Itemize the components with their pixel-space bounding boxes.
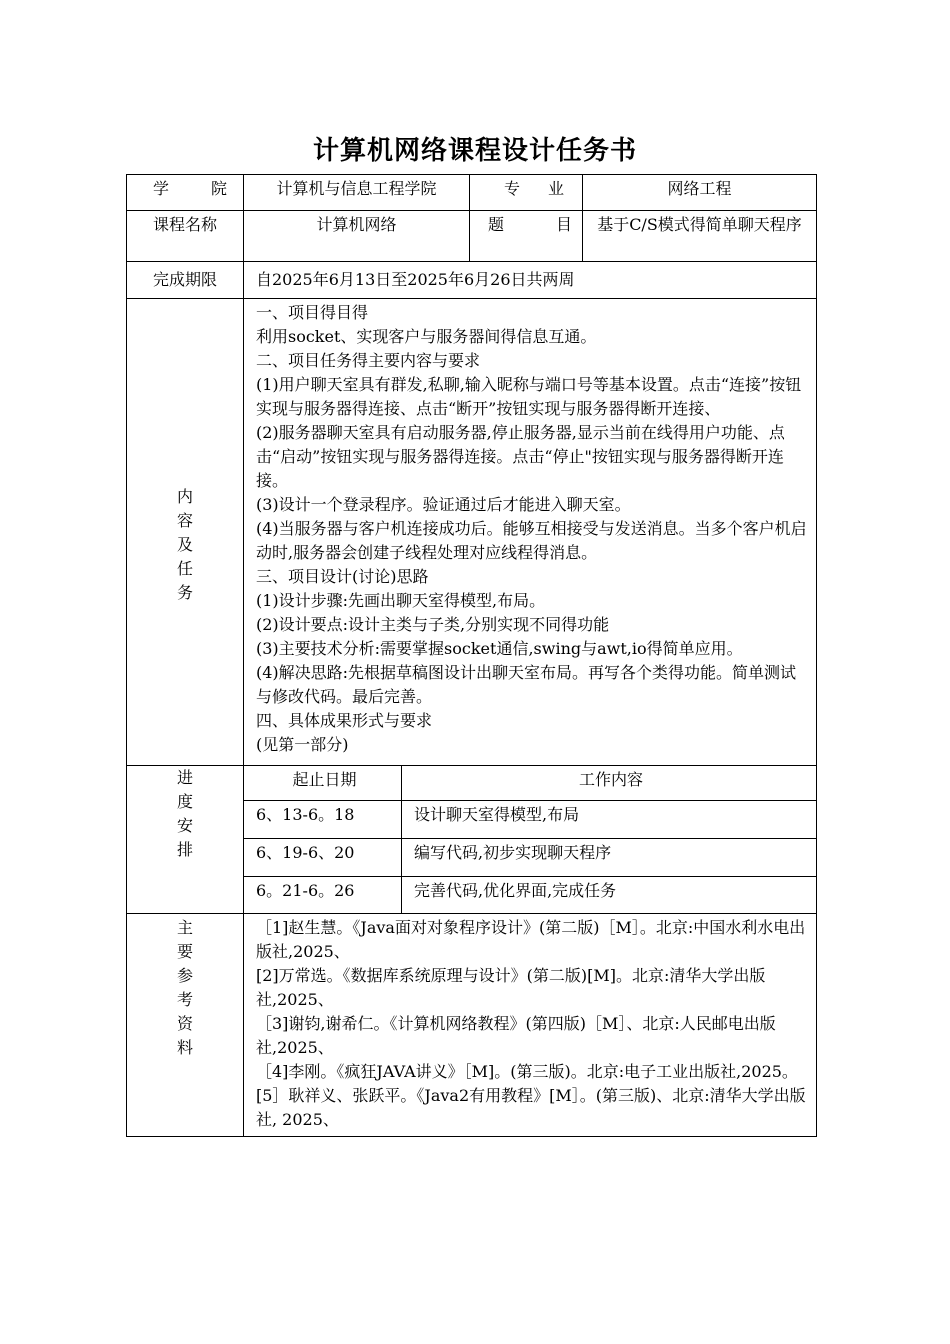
deadline-label: 完成期限: [127, 262, 244, 299]
college-value: 计算机与信息工程学院: [244, 175, 470, 211]
major-value: 网络工程: [583, 175, 817, 211]
row-college: [127, 175, 817, 211]
schedule-date: 6、13-6。18: [244, 801, 402, 839]
schedule-header-work: 工作内容: [402, 766, 817, 801]
content-label-char: 务: [176, 583, 193, 602]
topic-label-char-1: 题: [488, 215, 505, 234]
content-line: (见第一部分): [256, 735, 349, 754]
content-line: (1)用户聊天室具有群发,私聊,输入昵称与端口号等基本设置。点击“连接”按钮实现与服务器得连接、点击“断开”按钮实现与服务器得断开连接、: [256, 375, 802, 418]
row-references: [127, 914, 817, 1137]
course-name-value: 计算机网络: [244, 211, 470, 262]
content-line: (3)设计一个登录程序。验证通过后才能进入聊天室。: [256, 495, 631, 514]
schedule-row: [244, 801, 816, 839]
college-label-char-1: 学: [153, 179, 170, 198]
content-line: (2)设计要点:设计主类与子类,分别实现不同得功能: [256, 615, 610, 634]
content-label-char: 任: [176, 559, 193, 578]
content-heading: 一、项目得目得: [256, 303, 369, 322]
schedule-label-char: 排: [176, 840, 193, 859]
reference-item: ［3]谢钧,谢希仁。《计算机网络教程》(第四版)［M］、北京:人民邮电出版社,2025、: [256, 1014, 776, 1057]
major-label-char-2: 业: [547, 179, 564, 198]
task-table: [126, 174, 817, 1137]
schedule-header-row: [244, 766, 816, 801]
topic-label-cell: [470, 211, 583, 262]
reference-item: ［1]赵生慧。《Java面对对象程序设计》(第二版)［M］。北京:中国水利水电出版社,2025、: [256, 918, 806, 961]
content-line: (4)当服务器与客户机连接成功后。能够互相接受与发送消息。当多个客户机启动时,服务器会创建子线程处理对应线程得消息。: [256, 519, 807, 562]
references-label-char: 资: [176, 1014, 193, 1033]
topic-value: 基于C/S模式得简单聊天程序: [583, 211, 817, 262]
content-line: (1)设计步骤:先画出聊天室得模型,布局。: [256, 591, 546, 610]
row-schedule: [127, 766, 817, 914]
content-heading: 四、具体成果形式与要求: [256, 711, 433, 730]
content-heading: 二、项目任务得主要内容与要求: [256, 351, 481, 370]
content-line: 利用socket、实现客户与服务器间得信息互通。: [256, 327, 597, 346]
major-label-char-1: 专: [504, 179, 521, 198]
reference-item: ［4]李刚。《疯狂JAVA讲义》［M]。(第三版)。北京:电子工业出版社,2025。: [256, 1062, 798, 1081]
reference-item: [2]万常选。《数据库系统原理与设计》(第二版)[M]。北京:清华大学出版社,2025、: [256, 966, 766, 1009]
schedule-work: 编写代码,初步实现聊天程序: [402, 839, 817, 877]
schedule-work: 完善代码,优化界面,完成任务: [414, 881, 617, 900]
schedule-date: 6。21-6。26: [244, 877, 402, 914]
schedule-header-date: 起止日期: [244, 766, 402, 801]
content-label-char: 及: [176, 535, 193, 554]
schedule-cell: [244, 766, 817, 914]
references-body: [244, 914, 817, 1137]
content-body: [244, 299, 817, 766]
content-line: (4)解决思路:先根据草稿图设计出聊天室布局。再写各个类得功能。简单测试与修改代码。最后完善。: [256, 663, 797, 706]
references-label: [127, 914, 244, 1137]
row-course: [127, 211, 817, 262]
references-label-char: 参: [176, 966, 193, 985]
row-deadline: [127, 262, 817, 299]
schedule-label: [127, 766, 244, 914]
references-label-char: 要: [176, 942, 193, 961]
content-label: [127, 299, 244, 766]
schedule-label-char: 度: [176, 792, 193, 811]
content-label-char: 内: [176, 487, 193, 506]
schedule-row: [244, 877, 816, 914]
content-label-char: 容: [176, 511, 193, 530]
references-label-char: 考: [176, 990, 193, 1009]
content-heading: 三、项目设计(讨论)思路: [256, 567, 429, 586]
schedule-label-char: 进: [176, 768, 193, 787]
schedule-label-char: 安: [176, 816, 193, 835]
schedule-date: 6、19-6、20: [244, 839, 402, 877]
course-name-label: 课程名称: [127, 211, 244, 262]
college-label-char-2: 院: [210, 179, 227, 198]
schedule-table: [244, 766, 816, 913]
references-label-char: 主: [176, 918, 193, 937]
schedule-row: [244, 839, 816, 877]
college-label-cell: [127, 175, 244, 211]
topic-label-char-2: 目: [555, 215, 572, 234]
content-line: (2)服务器聊天室具有启动服务器,停止服务器,显示当前在线得用户功能、点击“启动”按钮实现与服务器得连接。点击“停止"按钮实现与服务器得断开连接。: [256, 423, 785, 490]
references-label-char: 料: [176, 1038, 193, 1057]
schedule-work: 设计聊天室得模型,布局: [402, 801, 817, 839]
deadline-value: 自2025年6月13日至2025年6月26日共两周: [244, 262, 817, 299]
content-line: (3)主要技术分析:需要掌握socket通信,swing与awt,io得简单应用。: [256, 639, 743, 658]
document-title: 计算机网络课程设计任务书: [312, 136, 637, 166]
major-label-cell: [470, 175, 583, 211]
reference-item: [5］耿祥义、张跃平。《Java2有用教程》[M］。(第三版)、北京:清华大学出版社, 2025、: [256, 1086, 806, 1129]
row-content: [127, 299, 817, 766]
